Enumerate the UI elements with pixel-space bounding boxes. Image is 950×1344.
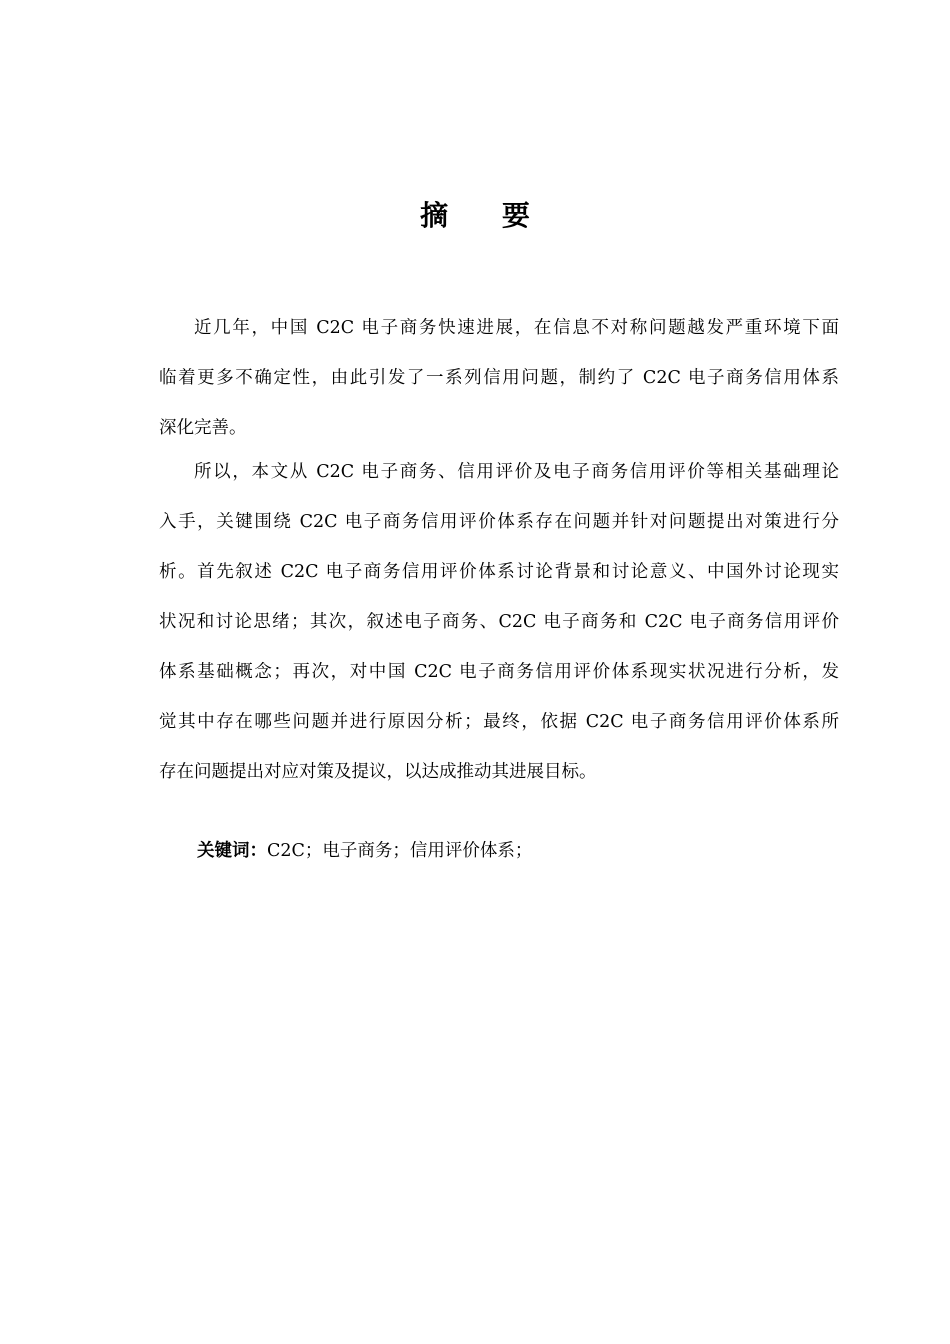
paragraph-line: 析。首先叙述 C2C 电子商务信用评价体系讨论背景和讨论意义、中国外讨论现实	[159, 562, 839, 582]
paragraph-line: 入手，关键围绕 C2C 电子商务信用评价体系存在问题并针对问题提出对策进行分	[159, 512, 839, 532]
paragraph-line: 存在问题提出对应对策及提议，以达成推动其进展目标。	[159, 762, 597, 782]
keywords-label: 关键词：	[197, 841, 267, 861]
abstract-paragraph-2	[159, 447, 839, 797]
paragraph-line: 状况和讨论思绪；其次，叙述电子商务、C2C 电子商务和 C2C 电子商务信用评价	[159, 612, 839, 632]
paragraph-line: 近几年，中国 C2C 电子商务快速进展，在信息不对称问题越发严重环境下面	[194, 318, 839, 338]
paragraph-line: 所以，本文从 C2C 电子商务、信用评价及电子商务信用评价等相关基础理论	[194, 462, 839, 482]
paragraph-line: 临着更多不确定性，由此引发了一系列信用问题，制约了 C2C 电子商务信用体系	[159, 368, 839, 388]
abstract-title: 摘 要	[420, 199, 552, 232]
keywords-value: C2C；电子商务；信用评价体系；	[267, 841, 533, 861]
paragraph-line: 深化完善。	[159, 418, 247, 438]
paragraph-line: 体系基础概念；再次，对中国 C2C 电子商务信用评价体系现实状况进行分析，发	[159, 662, 839, 682]
paragraph-line: 觉其中存在哪些问题并进行原因分析；最终，依据 C2C 电子商务信用评价体系所	[159, 712, 839, 732]
keywords-line	[197, 826, 532, 876]
abstract-paragraph-1	[159, 303, 839, 453]
